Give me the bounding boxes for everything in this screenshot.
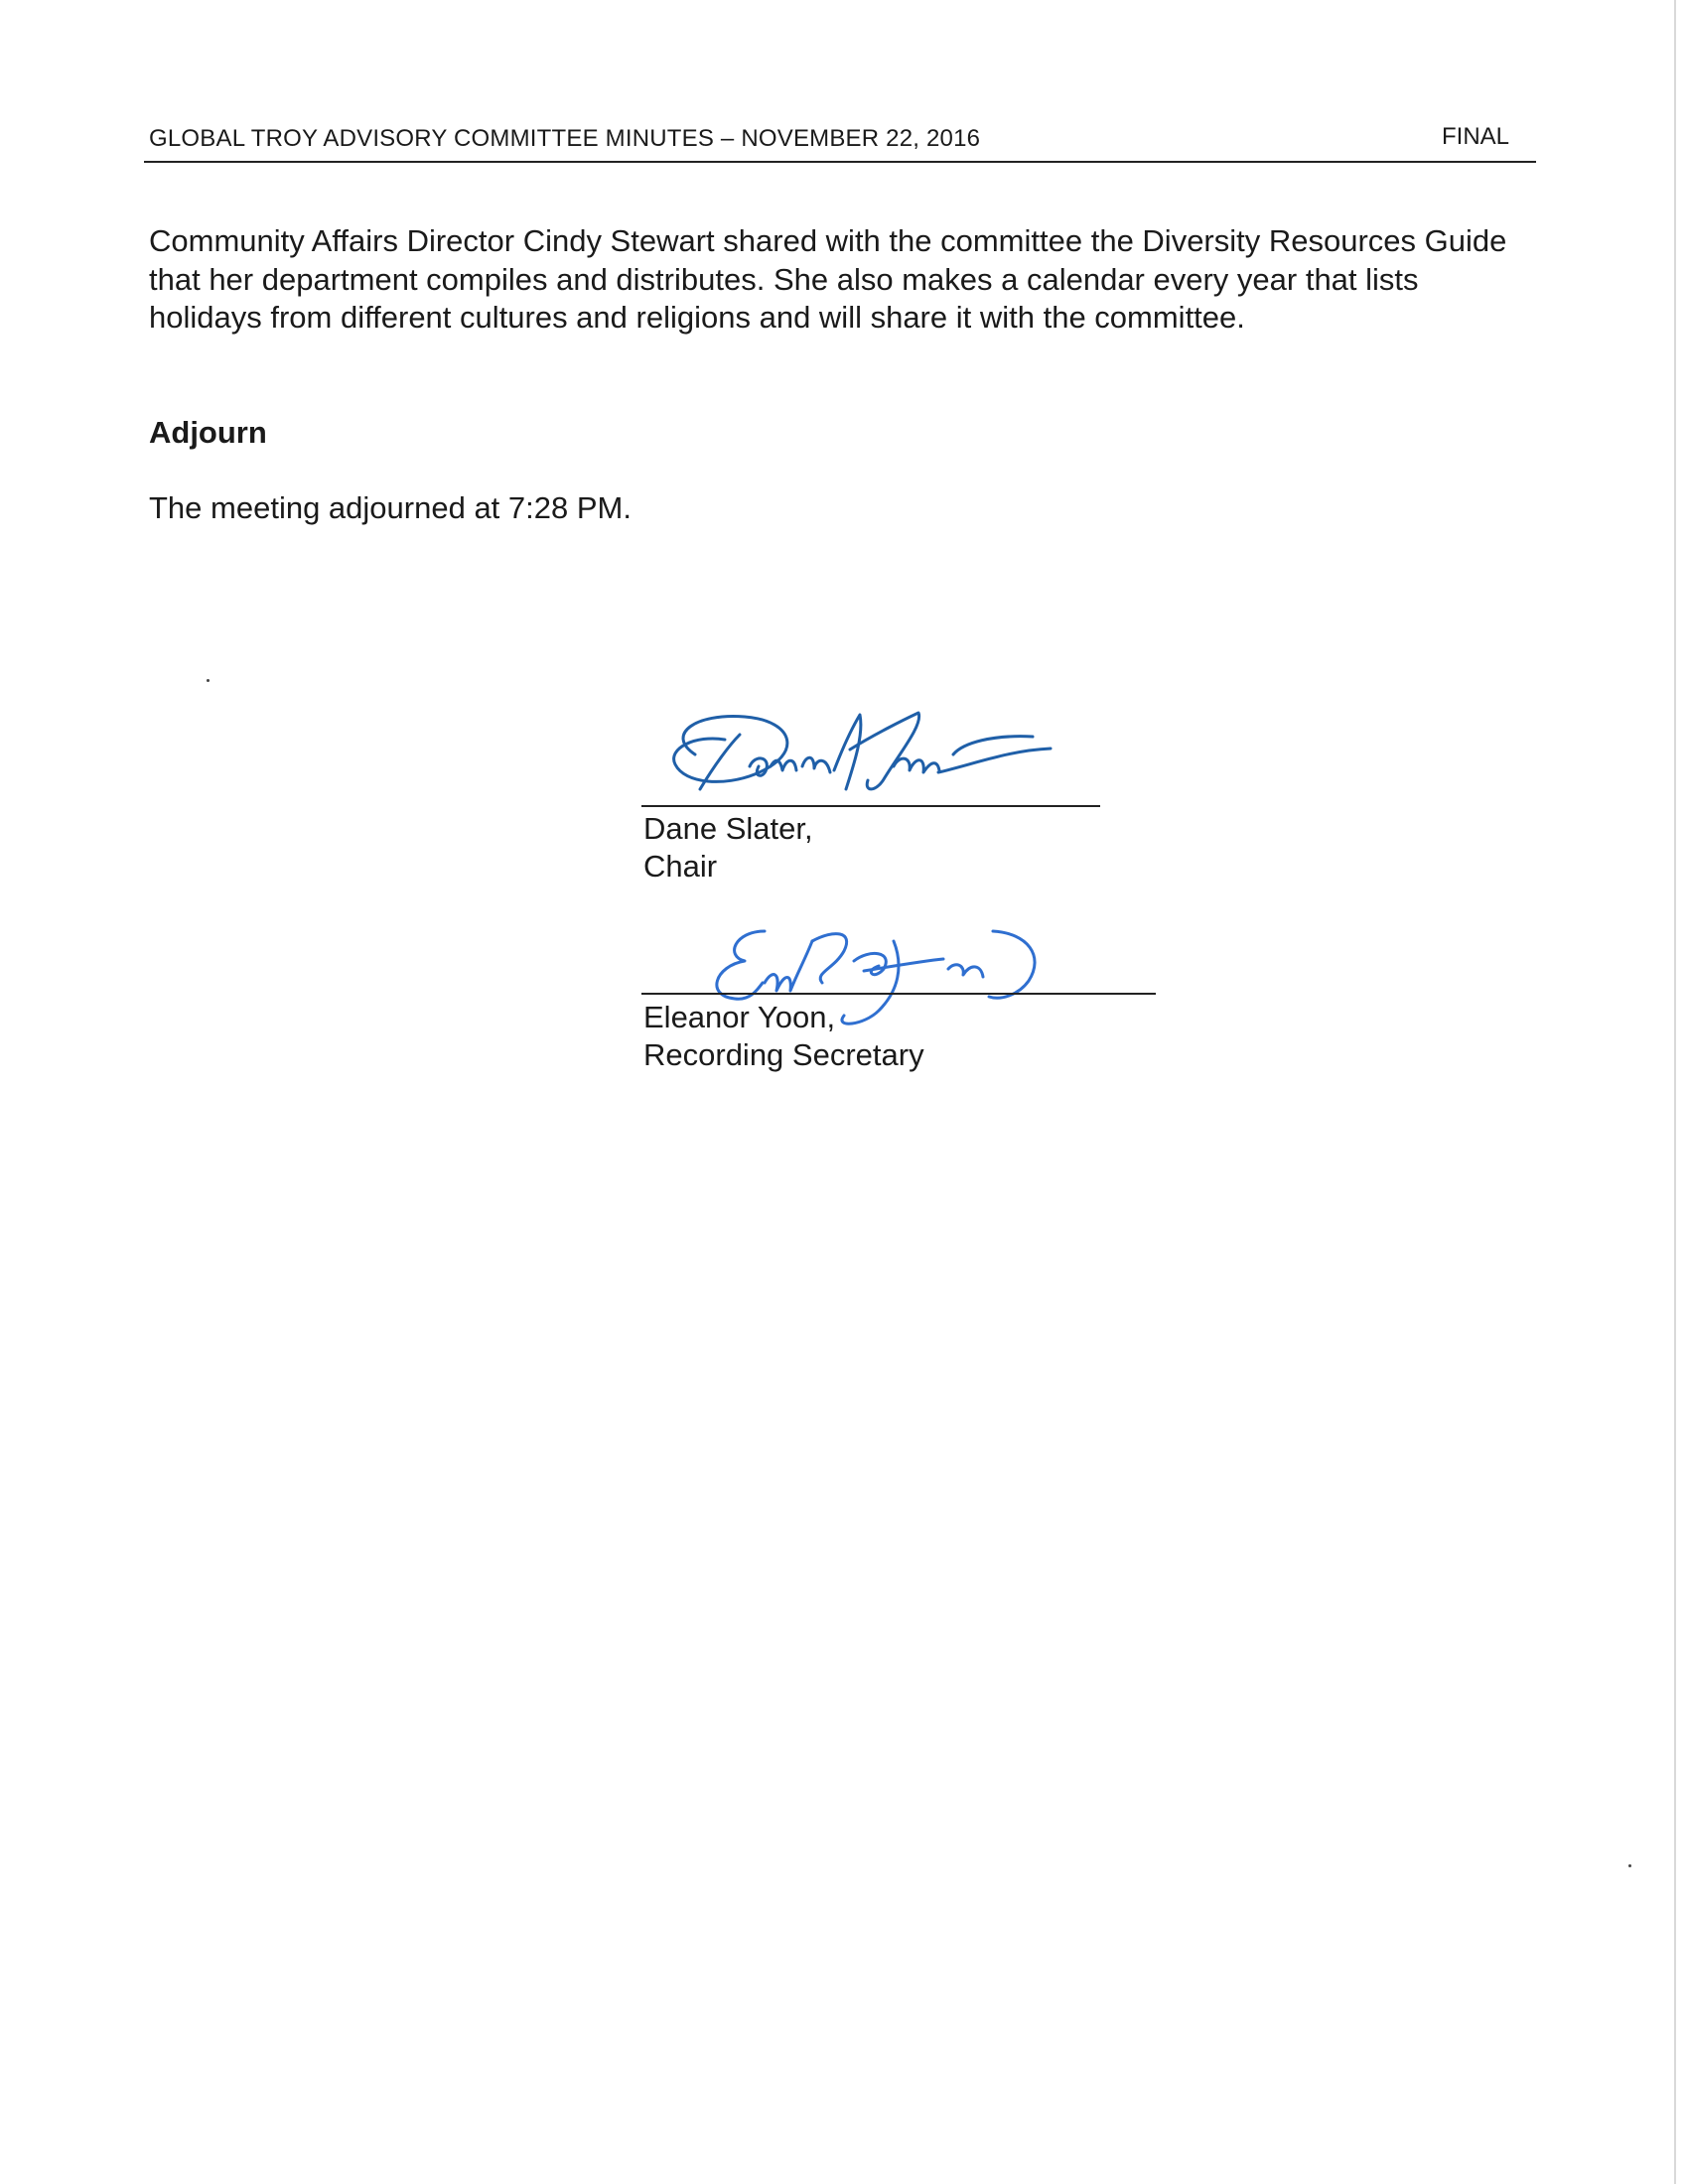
header-status: FINAL	[1441, 123, 1509, 150]
scan-speck	[207, 679, 210, 682]
header-title: GLOBAL TROY ADVISORY COMMITTEE MINUTES – NOVEMBER 22, 2016	[149, 125, 981, 152]
secretary-title: Recording Secretary	[643, 1037, 924, 1072]
page-header	[144, 123, 1536, 163]
page-edge	[1674, 0, 1676, 2184]
chair-title: Chair	[643, 849, 718, 884]
chair-signature-line	[641, 805, 1100, 807]
adjourn-text: The meeting adjourned at 7:28 PM.	[149, 490, 632, 525]
chair-name: Dane Slater,	[643, 811, 813, 846]
adjourn-heading: Adjourn	[149, 415, 267, 450]
chair-signature-image	[655, 695, 1072, 814]
body-paragraph: Community Affairs Director Cindy Stewart shared with the committee the Diversity Resources Guide that her department compiles and distributes. She also makes a calendar every year that lists holidays from different cultures and religions and will share it with the committee.	[149, 223, 1507, 335]
scan-speck	[1628, 1864, 1631, 1867]
secretary-name: Eleanor Yoon,	[643, 1000, 836, 1034]
secretary-signature-line	[641, 993, 1156, 995]
